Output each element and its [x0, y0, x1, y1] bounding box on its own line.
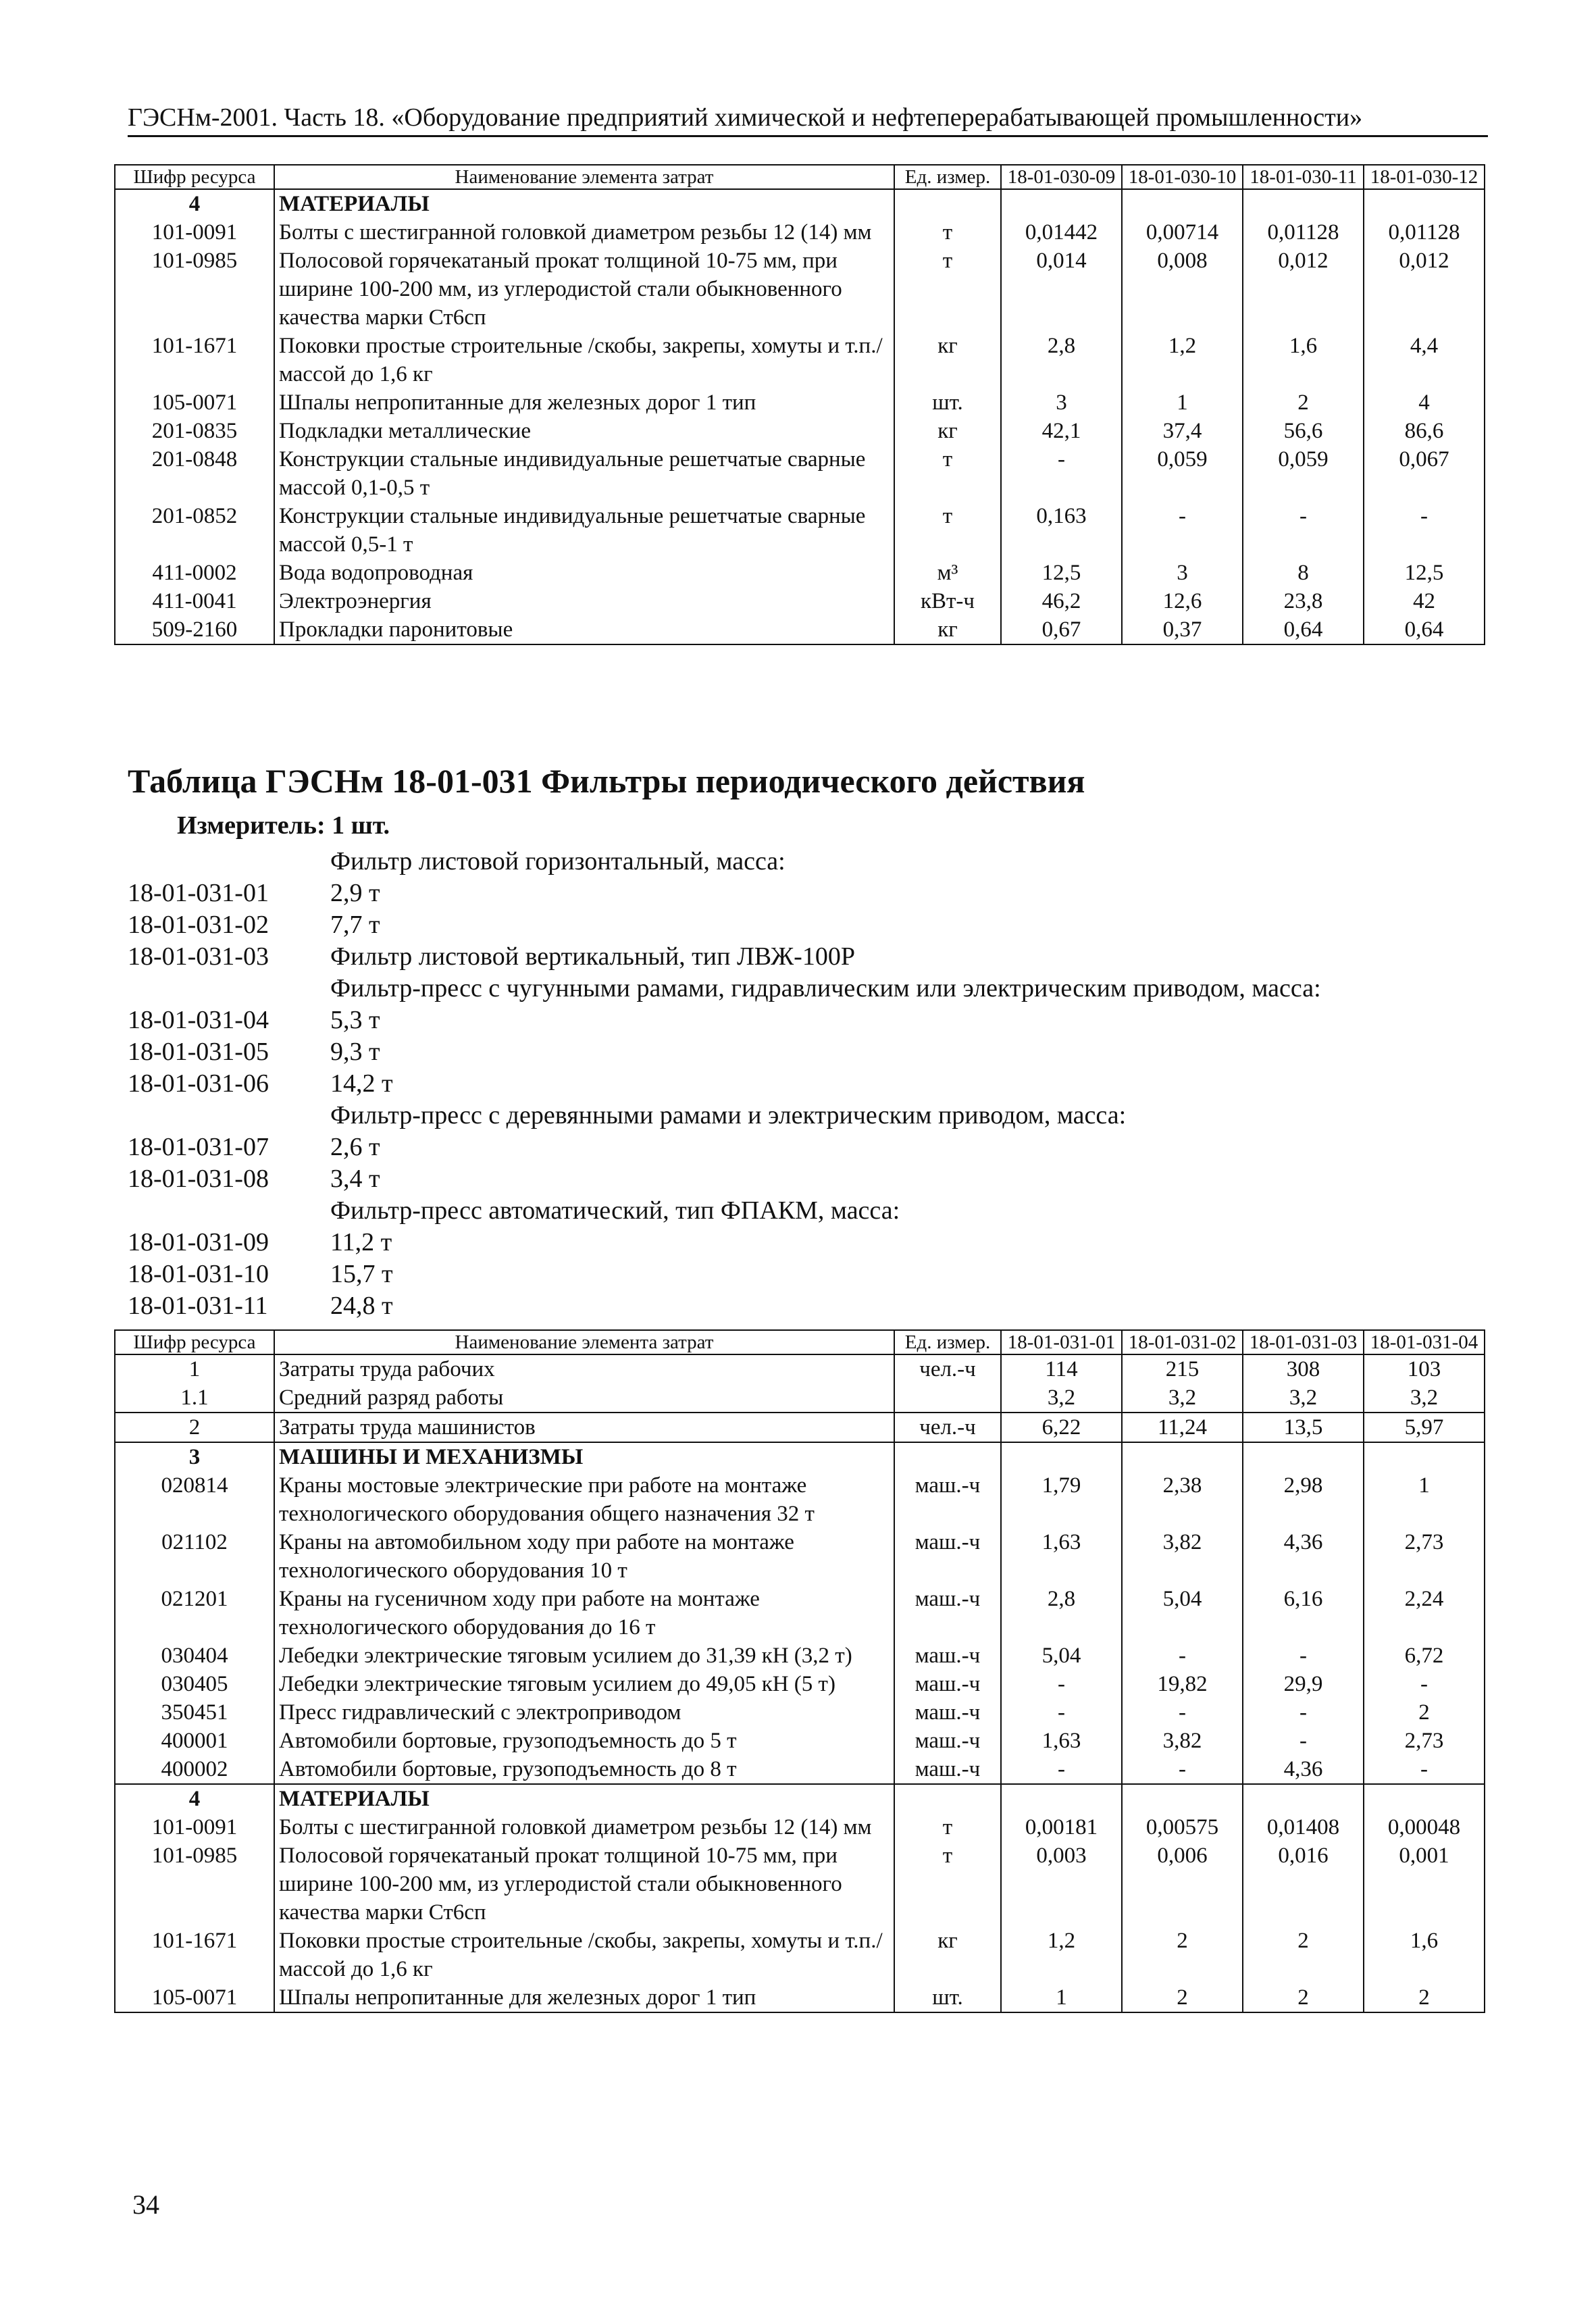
resource-name: Подкладки металлические	[274, 417, 894, 445]
resource-name: Болты с шестигранной головкой диаметром резьбы 12 (14) мм	[274, 1813, 894, 1841]
resource-code: 101-0985	[115, 1841, 274, 1927]
resource-value: 2,73	[1364, 1727, 1485, 1755]
resource-code: 411-0002	[115, 559, 274, 587]
table-row	[115, 587, 1485, 615]
table-row	[115, 218, 1485, 247]
norm-code: 18-01-031-09	[128, 1228, 269, 1256]
resource-name: Краны на гусеничном ходу при работе на монтаже технологического оборудования до 16 т	[274, 1585, 894, 1642]
resource-value: 4,36	[1243, 1528, 1364, 1585]
norm-item	[128, 1163, 1478, 1195]
resource-value: 5,04	[1001, 1642, 1122, 1670]
resource-unit: т	[894, 502, 1001, 559]
norm-item	[128, 1132, 1478, 1163]
resource-value: 6,22	[1001, 1413, 1122, 1442]
resource-unit: м³	[894, 559, 1001, 587]
norm-item	[128, 941, 1478, 973]
norm-item	[128, 878, 1478, 909]
table-row	[115, 1841, 1485, 1927]
resource-table-030	[114, 164, 1485, 645]
group-heading: Фильтр-пресс с деревянными рамами и электрическим приводом, масса:	[330, 1101, 1127, 1129]
empty-cell	[1364, 1784, 1485, 1813]
resource-name: Поковки простые строительные /скобы, закрепы, хомуты и т.п./ массой до 1,6 кг	[274, 332, 894, 388]
resource-value: 0,003	[1001, 1841, 1122, 1927]
header-norm-col: 18-01-031-01	[1001, 1330, 1122, 1354]
table-row	[115, 1642, 1485, 1670]
resource-unit: т	[894, 218, 1001, 247]
empty-cell	[1001, 1784, 1122, 1813]
table-header-row	[115, 165, 1485, 189]
resource-value: 0,67	[1001, 615, 1122, 644]
resource-value: -	[1001, 1698, 1122, 1727]
norm-item	[128, 1036, 1478, 1068]
resource-value: -	[1122, 1698, 1243, 1727]
resource-unit: маш.-ч	[894, 1755, 1001, 1784]
empty-cell	[1243, 1784, 1364, 1813]
norm-code: 18-01-031-02	[128, 911, 269, 939]
resource-value: 0,01128	[1364, 218, 1485, 247]
resource-unit: шт.	[894, 388, 1001, 417]
resource-code: 101-1671	[115, 332, 274, 388]
resource-unit: кг	[894, 1927, 1001, 1983]
resource-unit: т	[894, 445, 1001, 502]
norm-text: 5,3 т	[330, 1006, 380, 1034]
resource-name: Полосовой горячекатаный прокат толщиной 10-75 мм, при ширине 100-200 мм, из углеродистой стали обыкновенного качества марки Ст6сп	[274, 247, 894, 332]
norm-code: 18-01-031-11	[128, 1292, 268, 1320]
table-row	[115, 445, 1485, 502]
table-row	[115, 1698, 1485, 1727]
page-header: ГЭСНм-2001. Часть 18. «Оборудование предприятий химической и нефтеперерабатывающей промышленности»	[128, 103, 1488, 137]
resource-unit: маш.-ч	[894, 1727, 1001, 1755]
resource-value: 0,163	[1001, 502, 1122, 559]
resource-value: 2	[1122, 1983, 1243, 2012]
resource-value: 1	[1122, 388, 1243, 417]
empty-cell	[894, 1442, 1001, 1471]
resource-code: 350451	[115, 1698, 274, 1727]
table-header-row	[115, 1330, 1485, 1354]
norm-code: 18-01-031-06	[128, 1069, 269, 1098]
resource-value: 0,37	[1122, 615, 1243, 644]
resource-value: 0,01442	[1001, 218, 1122, 247]
resource-name: Средний разряд работы	[274, 1383, 894, 1413]
resource-value: 1,2	[1122, 332, 1243, 388]
resource-code: 411-0041	[115, 587, 274, 615]
norm-item	[128, 1005, 1478, 1036]
resource-value: 56,6	[1243, 417, 1364, 445]
resource-value: 5,04	[1122, 1585, 1243, 1642]
table-row	[115, 332, 1485, 388]
empty-cell	[1122, 189, 1243, 218]
resource-value: 308	[1243, 1354, 1364, 1383]
norm-code: 18-01-031-05	[128, 1038, 269, 1066]
resource-value: -	[1122, 1642, 1243, 1670]
resource-unit: кг	[894, 615, 1001, 644]
resource-value: 12,6	[1122, 587, 1243, 615]
table-row	[115, 615, 1485, 644]
norm-text: 11,2 т	[330, 1228, 392, 1256]
resource-value: -	[1122, 502, 1243, 559]
header-unit: Ед. измер.	[894, 1330, 1001, 1354]
resource-unit: маш.-ч	[894, 1528, 1001, 1585]
resource-value: 0,014	[1001, 247, 1122, 332]
resource-value: 215	[1122, 1354, 1243, 1383]
header-name: Наименование элемента затрат	[274, 165, 894, 189]
empty-cell	[1122, 1442, 1243, 1471]
table-row	[115, 559, 1485, 587]
norm-text: 24,8 т	[330, 1292, 393, 1320]
resource-value: 3,82	[1122, 1727, 1243, 1755]
empty-cell	[1243, 189, 1364, 218]
resource-name: Затраты труда рабочих	[274, 1354, 894, 1383]
table-row	[115, 1727, 1485, 1755]
resource-name: Конструкции стальные индивидуальные решетчатые сварные массой 0,1-0,5 т	[274, 445, 894, 502]
section-number: 3	[115, 1442, 274, 1471]
resource-name: Лебедки электрические тяговым усилием до 49,05 кН (5 т)	[274, 1670, 894, 1698]
resource-value: 3	[1001, 388, 1122, 417]
norm-text: 14,2 т	[330, 1069, 393, 1098]
norm-item	[128, 1259, 1478, 1290]
resource-name: Шпалы непропитанные для железных дорог 1 тип	[274, 1983, 894, 2012]
resource-value: 0,64	[1243, 615, 1364, 644]
resource-value: -	[1001, 1670, 1122, 1698]
resource-value: 0,00048	[1364, 1813, 1485, 1841]
resource-value: 23,8	[1243, 587, 1364, 615]
resource-value: 2,98	[1243, 1471, 1364, 1528]
norm-text: Фильтр листовой вертикальный, тип ЛВЖ-100Р	[330, 942, 855, 971]
resource-value: 1	[1364, 1471, 1485, 1528]
resource-unit: маш.-ч	[894, 1471, 1001, 1528]
resource-unit: чел.-ч	[894, 1413, 1001, 1442]
resource-value: 0,00714	[1122, 218, 1243, 247]
resource-value: 13,5	[1243, 1413, 1364, 1442]
resource-value: 42,1	[1001, 417, 1122, 445]
resource-name: Вода водопроводная	[274, 559, 894, 587]
resource-unit: т	[894, 1841, 1001, 1927]
table-row	[115, 247, 1485, 332]
resource-value: 0,008	[1122, 247, 1243, 332]
resource-value: 2,24	[1364, 1585, 1485, 1642]
norm-item	[128, 1227, 1478, 1259]
resource-value: -	[1122, 1755, 1243, 1784]
header-code: Шифр ресурса	[115, 1330, 274, 1354]
resource-value: 37,4	[1122, 417, 1243, 445]
resource-value: 8	[1243, 559, 1364, 587]
resource-code: 020814	[115, 1471, 274, 1528]
table-row	[115, 388, 1485, 417]
resource-value: 0,059	[1122, 445, 1243, 502]
norm-code: 18-01-031-10	[128, 1260, 269, 1288]
resource-value: 19,82	[1122, 1670, 1243, 1698]
header-norm-col: 18-01-031-02	[1122, 1330, 1243, 1354]
norm-text: 3,4 т	[330, 1165, 380, 1193]
section-number: 4	[115, 1784, 274, 1813]
resource-code: 101-0985	[115, 247, 274, 332]
norm-code: 18-01-031-08	[128, 1165, 269, 1193]
resource-name: Пресс гидравлический с электроприводом	[274, 1698, 894, 1727]
resource-value: 0,01128	[1243, 218, 1364, 247]
resource-code: 101-1671	[115, 1927, 274, 1983]
resource-code: 201-0852	[115, 502, 274, 559]
resource-name: Поковки простые строительные /скобы, закрепы, хомуты и т.п./ массой до 1,6 кг	[274, 1927, 894, 1983]
resource-value: 4	[1364, 388, 1485, 417]
resource-unit: маш.-ч	[894, 1642, 1001, 1670]
resource-unit: маш.-ч	[894, 1585, 1001, 1642]
resource-code: 2	[115, 1413, 274, 1442]
resource-value: -	[1001, 445, 1122, 502]
resource-value: 6,72	[1364, 1642, 1485, 1670]
resource-value: 0,059	[1243, 445, 1364, 502]
group-heading: Фильтр-пресс с чугунными рамами, гидравлическим или электрическим приводом, масса:	[330, 974, 1321, 1002]
empty-cell	[1001, 1442, 1122, 1471]
norm-text: 15,7 т	[330, 1260, 393, 1288]
empty-cell	[1122, 1784, 1243, 1813]
resource-value: -	[1243, 1698, 1364, 1727]
resource-unit: шт.	[894, 1983, 1001, 2012]
resource-name: Прокладки паронитовые	[274, 615, 894, 644]
resource-value: 3,82	[1122, 1528, 1243, 1585]
resource-code: 201-0835	[115, 417, 274, 445]
resource-value: 3,2	[1122, 1383, 1243, 1413]
resource-value: 2	[1122, 1927, 1243, 1983]
table-row	[115, 1813, 1485, 1841]
resource-value: 11,24	[1122, 1413, 1243, 1442]
table-row	[115, 1354, 1485, 1383]
header-code: Шифр ресурса	[115, 165, 274, 189]
resource-value: -	[1364, 1755, 1485, 1784]
resource-value: 2,73	[1364, 1528, 1485, 1585]
resource-value: 0,067	[1364, 445, 1485, 502]
resource-value: 0,00181	[1001, 1813, 1122, 1841]
resource-value: 2	[1243, 1927, 1364, 1983]
norm-item	[128, 909, 1478, 941]
resource-value: 0,012	[1243, 247, 1364, 332]
resource-code: 101-0091	[115, 1813, 274, 1841]
resource-value: 12,5	[1364, 559, 1485, 587]
table-row	[115, 502, 1485, 559]
table-row	[115, 1413, 1485, 1442]
resource-unit: маш.-ч	[894, 1698, 1001, 1727]
resource-value: -	[1243, 1642, 1364, 1670]
resource-value: 12,5	[1001, 559, 1122, 587]
resource-unit: кг	[894, 417, 1001, 445]
header-norm-col: 18-01-031-04	[1364, 1330, 1485, 1354]
resource-value: 0,001	[1364, 1841, 1485, 1927]
resource-value: 103	[1364, 1354, 1485, 1383]
resource-code: 1.1	[115, 1383, 274, 1413]
norm-code: 18-01-031-07	[128, 1133, 269, 1161]
resource-value: 6,16	[1243, 1585, 1364, 1642]
resource-name: Конструкции стальные индивидуальные решетчатые сварные массой 0,5-1 т	[274, 502, 894, 559]
resource-value: 0,00575	[1122, 1813, 1243, 1841]
resource-value: 2	[1364, 1698, 1485, 1727]
empty-cell	[1364, 1442, 1485, 1471]
resource-value: 0,016	[1243, 1841, 1364, 1927]
resource-value: 3,2	[1364, 1383, 1485, 1413]
resource-table-031	[114, 1329, 1485, 2013]
resource-value: 2,8	[1001, 332, 1122, 388]
table-row	[115, 1471, 1485, 1528]
norm-text: 2,9 т	[330, 879, 380, 907]
resource-name: Шпалы непропитанные для железных дорог 1 тип	[274, 388, 894, 417]
resource-value: -	[1001, 1755, 1122, 1784]
resource-code: 105-0071	[115, 388, 274, 417]
resource-name: Автомобили бортовые, грузоподъемность до 8 т	[274, 1755, 894, 1784]
resource-code: 1	[115, 1354, 274, 1383]
resource-name: Краны мостовые электрические при работе на монтаже технологического оборудования общего назначения 32 т	[274, 1471, 894, 1528]
resource-value: 1,79	[1001, 1471, 1122, 1528]
group-heading: Фильтр листовой горизонтальный, масса:	[330, 847, 786, 875]
measure-unit: Измеритель: 1 шт.	[177, 811, 390, 840]
resource-code: 105-0071	[115, 1983, 274, 2012]
empty-cell	[1001, 189, 1122, 218]
group-heading: Фильтр-пресс автоматический, тип ФПАКМ, масса:	[330, 1196, 900, 1225]
resource-name: Электроэнергия	[274, 587, 894, 615]
resource-code: 201-0848	[115, 445, 274, 502]
norm-text: 7,7 т	[330, 911, 380, 939]
resource-value: -	[1243, 502, 1364, 559]
resource-code: 101-0091	[115, 218, 274, 247]
resource-unit: т	[894, 247, 1001, 332]
resource-value: 1,6	[1243, 332, 1364, 388]
norm-code: 18-01-031-01	[128, 879, 269, 907]
table-row	[115, 1585, 1485, 1642]
header-norm-col: 18-01-030-11	[1243, 165, 1364, 189]
table-row	[115, 1383, 1485, 1413]
section-title: МАТЕРИАЛЫ	[274, 189, 894, 218]
norm-item	[128, 1290, 1478, 1322]
resource-unit: маш.-ч	[894, 1670, 1001, 1698]
resource-value: -	[1364, 502, 1485, 559]
section-row	[115, 1442, 1485, 1471]
resource-value: -	[1364, 1670, 1485, 1698]
resource-value: 86,6	[1364, 417, 1485, 445]
resource-value: 2	[1364, 1983, 1485, 2012]
resource-value: 2	[1243, 388, 1364, 417]
resource-value: 3,2	[1001, 1383, 1122, 1413]
empty-cell	[1364, 189, 1485, 218]
norm-text: 9,3 т	[330, 1038, 380, 1066]
resource-name: Краны на автомобильном ходу при работе на монтаже технологического оборудования 10 т	[274, 1528, 894, 1585]
table-row	[115, 1983, 1485, 2012]
empty-cell	[1243, 1442, 1364, 1471]
resource-unit: т	[894, 1813, 1001, 1841]
table-row	[115, 1755, 1485, 1784]
resource-value: 29,9	[1243, 1670, 1364, 1698]
resource-value: 1,63	[1001, 1727, 1122, 1755]
resource-unit: чел.-ч	[894, 1354, 1001, 1383]
norm-item	[128, 1068, 1478, 1100]
header-name: Наименование элемента затрат	[274, 1330, 894, 1354]
resource-value: 1,2	[1001, 1927, 1122, 1983]
table-row	[115, 1927, 1485, 1983]
header-norm-col: 18-01-031-03	[1243, 1330, 1364, 1354]
page-number: 34	[132, 2189, 159, 2220]
resource-name: Лебедки электрические тяговым усилием до 31,39 кН (3,2 т)	[274, 1642, 894, 1670]
resource-value: 5,97	[1364, 1413, 1485, 1442]
resource-unit	[894, 1383, 1001, 1413]
header-norm-col: 18-01-030-12	[1364, 165, 1485, 189]
section-title: Таблица ГЭСНм 18-01-031 Фильтры периодического действия	[128, 762, 1085, 800]
resource-value: 1,6	[1364, 1927, 1485, 1983]
table-row	[115, 1670, 1485, 1698]
header-norm-col: 18-01-030-10	[1122, 165, 1243, 189]
section-row	[115, 189, 1485, 218]
resource-value: 3	[1122, 559, 1243, 587]
resource-value: 2,38	[1122, 1471, 1243, 1528]
resource-value: 3,2	[1243, 1383, 1364, 1413]
resource-value: 0,006	[1122, 1841, 1243, 1927]
header-norm-col: 18-01-030-09	[1001, 165, 1122, 189]
resource-value: 0,01408	[1243, 1813, 1364, 1841]
resource-code: 021102	[115, 1528, 274, 1585]
resource-code: 400001	[115, 1727, 274, 1755]
resource-value: 0,64	[1364, 615, 1485, 644]
resource-value: 42	[1364, 587, 1485, 615]
resource-name: Болты с шестигранной головкой диаметром резьбы 12 (14) мм	[274, 218, 894, 247]
table-row	[115, 1528, 1485, 1585]
header-unit: Ед. измер.	[894, 165, 1001, 189]
filter-descriptions	[128, 846, 1478, 1322]
resource-unit: кг	[894, 332, 1001, 388]
resource-value: 46,2	[1001, 587, 1122, 615]
resource-name: Полосовой горячекатаный прокат толщиной 10-75 мм, при ширине 100-200 мм, из углеродистой стали обыкновенного качества марки Ст6сп	[274, 1841, 894, 1927]
section-row	[115, 1784, 1485, 1813]
empty-cell	[894, 1784, 1001, 1813]
norm-text: 2,6 т	[330, 1133, 380, 1161]
resource-name: Автомобили бортовые, грузоподъемность до 5 т	[274, 1727, 894, 1755]
resource-value: -	[1243, 1727, 1364, 1755]
resource-value: 0,012	[1364, 247, 1485, 332]
resource-unit: кВт-ч	[894, 587, 1001, 615]
resource-value: 2,8	[1001, 1585, 1122, 1642]
resource-code: 509-2160	[115, 615, 274, 644]
resource-value: 1	[1001, 1983, 1122, 2012]
resource-code: 021201	[115, 1585, 274, 1642]
section-number: 4	[115, 189, 274, 218]
resource-code: 030405	[115, 1670, 274, 1698]
norm-code: 18-01-031-04	[128, 1006, 269, 1034]
resource-code: 030404	[115, 1642, 274, 1670]
table-row	[115, 417, 1485, 445]
section-title: МАТЕРИАЛЫ	[274, 1784, 894, 1813]
empty-cell	[894, 189, 1001, 218]
resource-value: 1,63	[1001, 1528, 1122, 1585]
resource-value: 4,36	[1243, 1755, 1364, 1784]
resource-value: 2	[1243, 1983, 1364, 2012]
resource-value: 4,4	[1364, 332, 1485, 388]
section-title: МАШИНЫ И МЕХАНИЗМЫ	[274, 1442, 894, 1471]
norm-code: 18-01-031-03	[128, 942, 269, 971]
resource-name: Затраты труда машинистов	[274, 1413, 894, 1442]
resource-code: 400002	[115, 1755, 274, 1784]
resource-value: 114	[1001, 1354, 1122, 1383]
